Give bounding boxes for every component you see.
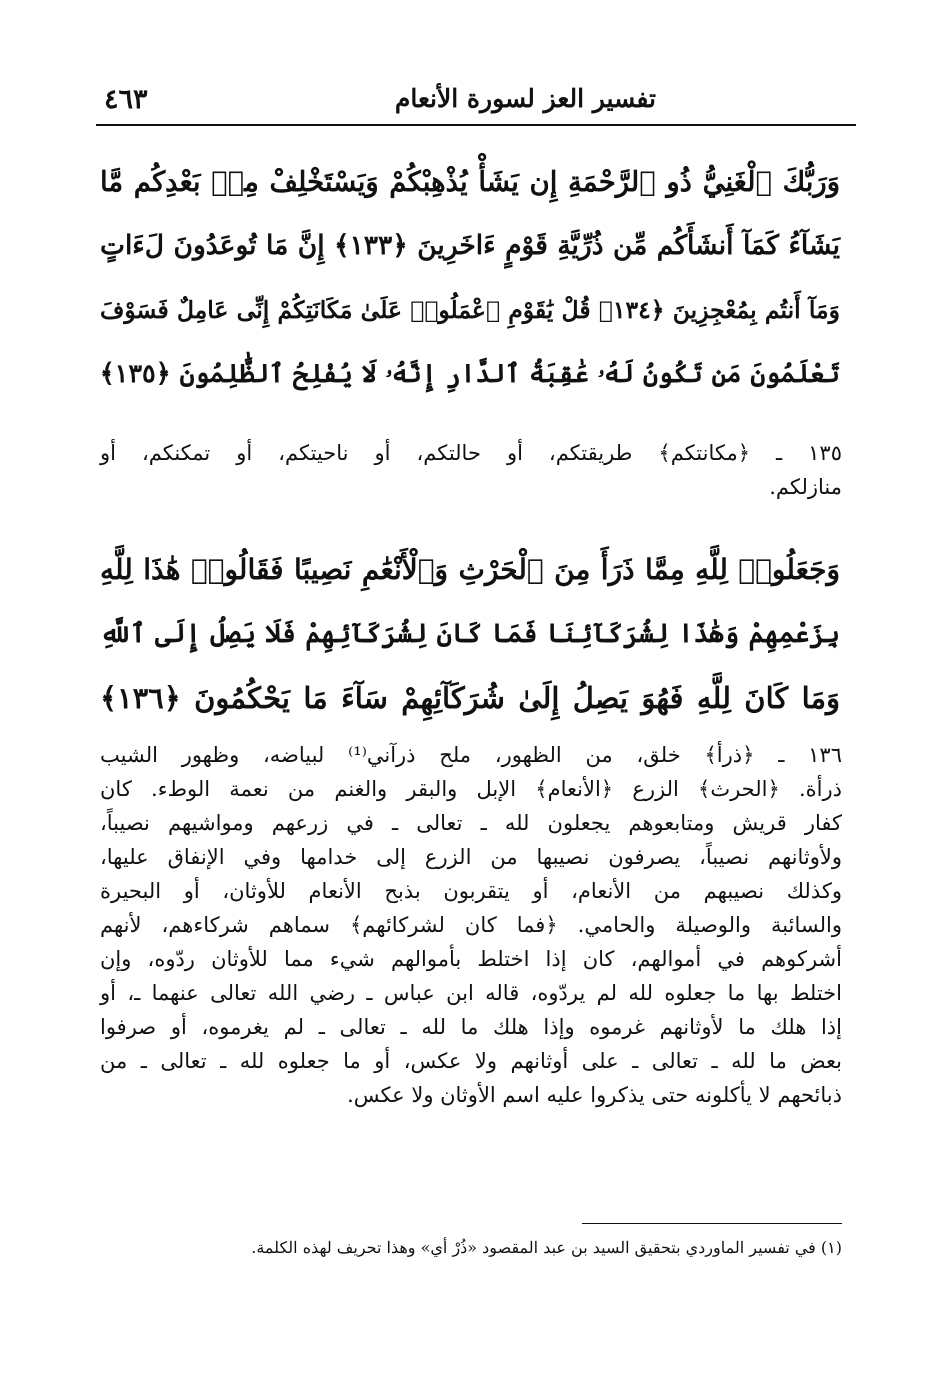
commentary-line: ذرأة. ﴿الحرث﴾ الزرع ﴿الأنعام﴾ الإبل والبقر والغنم من نعمة الوطء. كان bbox=[100, 777, 842, 801]
commentary-line: وكذلك نصيبهم من الأنعام، أو يتقربون بذبح الأنعام للأوثان، أو البحيرة bbox=[100, 879, 842, 903]
footnote-divider bbox=[582, 1223, 842, 1224]
quran-line: يَشَآءُ كَمَآ أَنشَأَكُم مِّن ذُرِّيَّةِ قَوْمٍ ءَاخَرِينَ ﴿١٣٣﴾ إِنَّ مَا تُوعَدُونَ لَءَاتٍ bbox=[100, 230, 841, 261]
quran-verse-136 bbox=[100, 538, 840, 730]
commentary-line: ١٣٥ ـ ﴿مكانتكم﴾ طريقتكم، أو حالتكم، أو ناحيتكم، أو تمكنكم، أو bbox=[100, 441, 842, 465]
footnote: (١) في تفسير الماوردي بتحقيق السيد بن عبد المقصود «ذُرْ أي» وهذا تحريف لهذه الكلمة. bbox=[251, 1238, 842, 1257]
commentary-line: كفار قريش ومتابعوهم يجعلون لله ـ تعالى ـ في زرعهم ومواشيهم نصيباً، bbox=[100, 811, 842, 835]
commentary-line: ذبائحهم لا يأكلونه حتى يذكروا عليه اسم الأوثان ولا عكس. bbox=[347, 1083, 842, 1107]
commentary-line: ولأوثانهم نصيباً، يصرفون نصيبها من الزرع إلى خدامها وفي الإنفاق عليها، bbox=[100, 845, 842, 869]
quran-line: بِزَعْمِهِمْ وَهَٰذَا لِشُرَكَآئِنَا فَمَا كَانَ لِشُرَكَآئِهِمْ فَلَا يَصِلُ إِلَى ٱللَّهِ bbox=[100, 619, 840, 649]
commentary-line: ١٣٦ ـ ﴿ذرأ﴾ خلق، من الظهور، ملح ذرآني⁽¹⁾ لبياضه، وظهور الشيب bbox=[100, 743, 842, 767]
quran-line: وَمَا كَانَ لِلَّهِ فَهُوَ يَصِلُ إِلَىٰ شُرَكَآئِهِمْ سَآءَ مَا يَحْكُمُونَ ﴿١٣٦﴾ bbox=[100, 681, 840, 715]
quran-line: وَمَآ أَنتُم بِمُعْجِزِينَ ﴿١٣٤﴾ قُلْ يَٰقَوْمِ ٱعْمَلُوا۟ عَلَىٰ مَكَانَتِكُمْ إِنِّى عَامِلٌ فَسَوْفَ bbox=[100, 296, 840, 324]
running-title: تفسير العز لسورة الأنعام bbox=[394, 84, 656, 113]
quran-line: تَعْلَمُونَ مَن تَكُونُ لَهُۥ عَٰقِبَةُ ٱلدَّارِ إِنَّهُۥ لَا يُفْلِحُ ٱلظَّٰلِمُونَ ﴿١٣٥﴾ bbox=[99, 359, 840, 389]
commentary-135 bbox=[100, 436, 842, 504]
commentary-line: والسائبة والوصيلة والحامي. ﴿فما كان لشركائهم﴾ سماهم شركاءهم، لأنهم bbox=[100, 913, 842, 937]
quran-line: وَجَعَلُوا۟ لِلَّهِ مِمَّا ذَرَأَ مِنَ ٱلْحَرْثِ وَٱلْأَنْعَٰمِ نَصِيبًا فَقَالُوا۟ هَٰذَا لِلَّهِ bbox=[100, 553, 840, 586]
page-header bbox=[96, 78, 856, 126]
quran-line: وَرَبُّكَ ٱلْغَنِيُّ ذُو ٱلرَّحْمَةِ إِن يَشَأْ يُذْهِبْكُمْ وَيَسْتَخْلِفْ مِنۢ بَعْدِكُم مَّا bbox=[100, 166, 840, 198]
page-number: ٤٦٣ bbox=[104, 84, 148, 115]
commentary-line: بعض ما لله ـ تعالى ـ على أوثانهم ولا عكس، أو ما جعلوه لله ـ تعالى ـ من bbox=[100, 1049, 842, 1073]
commentary-line: اختلط بها ما جعلوه لله لم يردّوه، قاله ابن عباس ـ رضي الله تعالى عنهما ـ، أو bbox=[100, 981, 842, 1005]
commentary-line: منازلكم. bbox=[769, 475, 842, 499]
commentary-line: أشركوهم في أموالهم، كان إذا اختلط بأموالهم شيء مما للأوثان ردّوه، وإن bbox=[100, 947, 842, 971]
quran-verses-133-135 bbox=[100, 150, 840, 406]
commentary-136 bbox=[100, 738, 842, 1112]
commentary-line: إذا هلك ما لأوثانهم غرموه وإذا هلك ما لله ـ تعالى ـ لم يغرموه، أو صرفوا bbox=[100, 1015, 842, 1039]
